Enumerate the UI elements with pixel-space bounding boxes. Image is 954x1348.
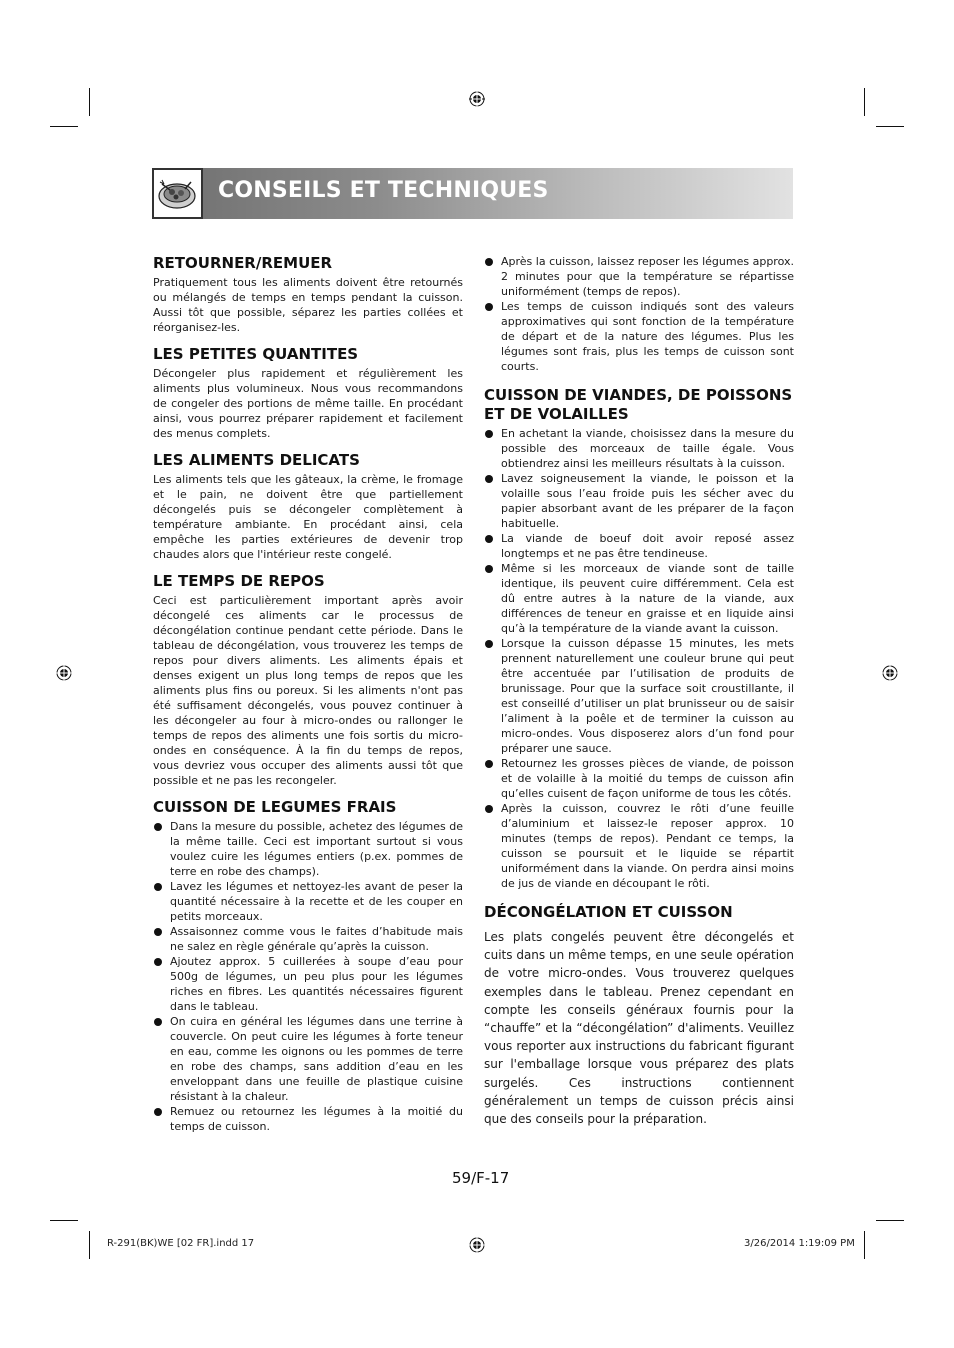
section-heading: LES PETITES QUANTITES [153, 345, 359, 363]
food-dish-icon [152, 168, 203, 219]
crop-mark [864, 1231, 865, 1259]
bullet-list [484, 254, 794, 374]
crop-mark [50, 126, 78, 127]
section-body: Ceci est particulièrement important après avoir décongelé ces aliments car le processus de décongélation continue pendant cette période. Dans le tableau de décongélation, vous trouverez les temps de repos pour divers aliments. Les aliments épais et denses exigent un plus long temps de repos que les aliments plus fins ou poreux. Si les aliments n'ont pas été suffisament décongelés, vous pouvez continuer à les décongeler au four à micro-ondes ou rallonger le temps de repos des aliments une fois sortis du micro-ondes en conséquence. À la fin du temps de repos, vous devriez vous occuper des aliments aussi tôt que possible et ne pas les recongeler. [153, 594, 463, 787]
bullet-list [484, 426, 794, 891]
registration-mark-icon [56, 665, 72, 681]
list-item: Après la cuisson, laissez reposer les légumes approx. 2 minutes pour que la température se répartisse uniformément (temps de repos). [484, 254, 794, 299]
right-column [484, 254, 794, 1128]
bullet-list [153, 819, 463, 1134]
crop-mark [89, 1231, 90, 1259]
registration-mark-icon [469, 1237, 485, 1253]
list-item: Même si les morceaux de viande sont de taille identique, ils peuvent cuire différemment. Cela est dû entre autres à la nature de la viande, aux différences de teneur en graisse et en liquide ainsi qu’à la température de la viande avant la cuisson. [484, 561, 794, 636]
registration-mark-icon [882, 665, 898, 681]
list-item: La viande de boeuf doit avoir reposé assez longtemps et ne pas être tendineuse. [484, 531, 794, 561]
list-item: On cuira en général les légumes dans une terrine à couvercle. On peut cuire les légumes à forte teneur en eau, comme les oignons ou les pommes de terre en robe des champs, sans addition d’eau en les enveloppant dans une feuille de plastique cuisine résistant à la chaleur. [153, 1014, 463, 1104]
section-heading: LES ALIMENTS DELICATS [153, 451, 360, 469]
registration-mark-icon [469, 91, 485, 107]
crop-mark [864, 88, 865, 116]
list-item: Lorsque la cuisson dépasse 15 minutes, les mets prennent naturellement une couleur brune qui peut être accentuée par l’utilisation de produits de brunissage. Pour que la surface soit croustillante, il est conseillé d’utiliser un plat brunisseur ou de saisir l’aliment à la poêle et de terminer la cuisson au micro-ondes. Vous disposerez alors d’un fond pour préparer une sauce. [484, 636, 794, 756]
page-title: CONSEILS ET TECHNIQUES [218, 178, 549, 203]
section-body: Les aliments tels que les gâteaux, la crème, le fromage et le pain, ne doivent être que partiellement décongelés puis se décongeler complètement à température ambiante. En procédant ainsi, cela empêche les parties extérieures de devenir trop chaudes alors que l'intérieur reste congelé. [153, 473, 463, 561]
crop-mark [50, 1220, 78, 1221]
print-file-name: R-291(BK)WE [02 FR].indd 17 [107, 1238, 255, 1249]
list-item: Ajoutez approx. 5 cuillerées à soupe d’eau pour 500g de légumes, un peu plus pour les légumes riches en fibres. Les quantités nécessaires figurent dans le tableau. [153, 954, 463, 1014]
list-item: Assaisonnez comme vous le faites d’habitude mais ne salez en règle générale qu’après la cuisson. [153, 924, 463, 954]
print-timestamp: 3/26/2014 1:19:09 PM [744, 1238, 855, 1249]
list-item: Remuez ou retournez les légumes à la moitié du temps de cuisson. [153, 1104, 463, 1134]
left-column [153, 254, 463, 1134]
list-item: Lavez soigneusement la viande, le poisson et la volaille sous l’eau froide puis les sécher avec du papier absorbant avant de les préparer de la façon habituelle. [484, 471, 794, 531]
section-heading: DÉCONGÉLATION ET CUISSON [484, 903, 733, 921]
section-body: Les plats congelés peuvent être décongelés et cuits dans un même temps, en une seule opération de votre micro-ondes. Vous trouverez quelques exemples dans le tableau. Prenez cependant en compte les conseils généraux fournis pour la “chauffe” et la “décongélation” d'aliments. Veuillez vous reporter aux instructions du fabricant figurant sur l'emballage lorsque vous préparez des plats surgelés. Ces instructions contiennent généralement un temps de cuisson précis ainsi que des conseils pour la préparation. [484, 930, 794, 1127]
section-body: Pratiquement tous les aliments doivent être retournés ou mélangés de temps en temps pendant la cuisson. Aussi tôt que possible, séparez les parties collées et réorganisez-les. [153, 276, 463, 334]
crop-mark [876, 1220, 904, 1221]
page-number: 59/F-17 [452, 1169, 510, 1187]
section-heading: CUISSON DE VIANDES, DE POISSONS ET DE VOLAILLES [484, 386, 793, 423]
crop-mark [89, 88, 90, 116]
section-heading: RETOURNER/REMUER [153, 254, 333, 272]
section-heading: LE TEMPS DE REPOS [153, 572, 325, 590]
list-item: Retournez les grosses pièces de viande, de poisson et de volaille à la moitié du temps de cuisson afin qu’elles cuisent de façon uniforme de tous les côtés. [484, 756, 794, 801]
list-item: Dans la mesure du possible, achetez des légumes de la même taille. Ceci est important surtout si vous voulez cuire les légumes entiers (p.ex. pommes de terre en robe des champs). [153, 819, 463, 879]
crop-mark [876, 126, 904, 127]
list-item: Lavez les légumes et nettoyez-les avant de peser la quantité nécessaire à la recette et de les couper en petits morceaux. [153, 879, 463, 924]
header-banner [152, 168, 793, 219]
list-item: Les temps de cuisson indiqués sont des valeurs approximatives qui sont fonction de la température de départ et de la nature des légumes. Plus les légumes sont frais, plus les temps de cuisson sont courts. [484, 299, 794, 374]
section-heading: CUISSON DE LEGUMES FRAIS [153, 798, 397, 816]
list-item: En achetant la viande, choisissez dans la mesure du possible des morceaux de taille égale. Vous obtiendrez ainsi les meilleurs résultats à la cuisson. [484, 426, 794, 471]
section-body: Décongeler plus rapidement et régulièrement les aliments plus volumineux. Nous vous recommandons de congeler des portions de même taille. En procédant ainsi, vous pourrez préparer rapidement et facilement des menus complets. [153, 367, 463, 440]
list-item: Après la cuisson, couvrez le rôti d’une feuille d’aluminium et laissez-le reposer approx. 10 minutes (temps de repos). Pendant ce temps, la cuisson se poursuit et le liquide se répartit uniformément dans la viande. On perdra ainsi moins de jus de viande en découpant le rôti. [484, 801, 794, 891]
